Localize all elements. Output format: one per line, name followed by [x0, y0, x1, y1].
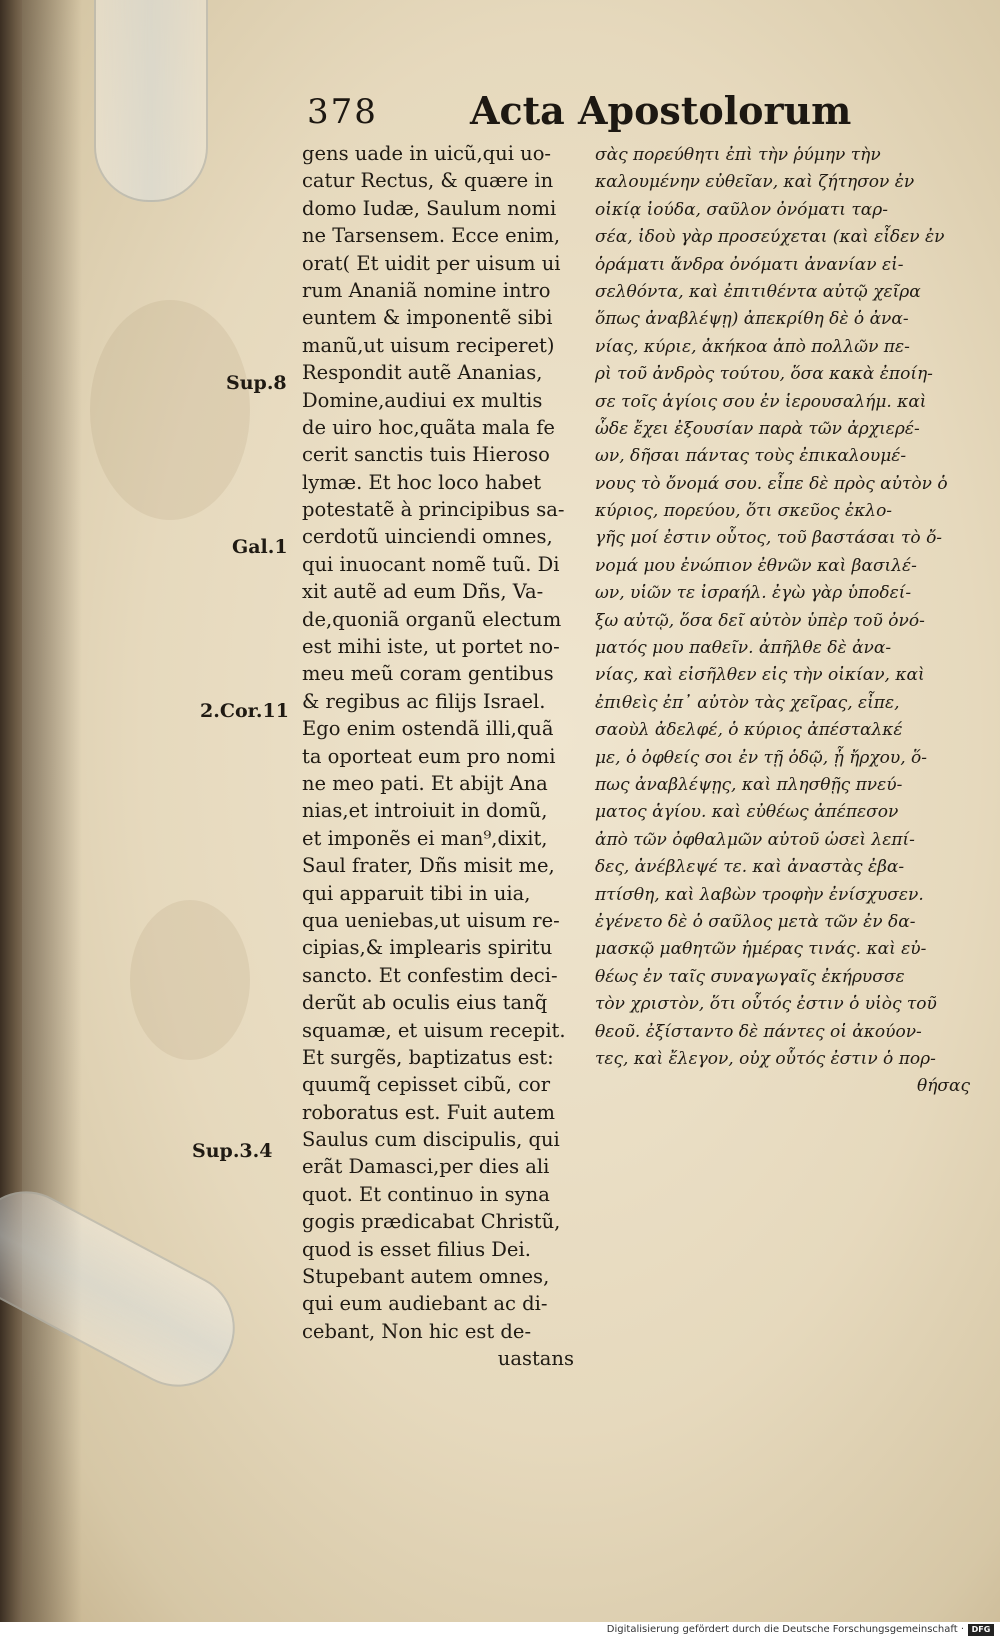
text-line: erãt Damasci,per dies ali	[302, 1155, 550, 1179]
text-line: catur Rectus, & quære in	[302, 169, 554, 193]
text-line: qui apparuit tibi in uia,	[302, 881, 531, 905]
text-line: θέως ἐν ταῖς συναγωγαῖς ἐκήρυσσε	[595, 966, 905, 987]
text-line: cerdotũ uinciendi omnes,	[302, 525, 553, 549]
text-line: ματος ἁγίου. καὶ εὐθέως ἀπέπεσον	[595, 802, 899, 823]
text-line: ne Tarsensem. Ecce enim,	[302, 224, 561, 248]
text-line: ων, υἱῶν τε ἰσραήλ. ἐγὼ γὰρ ὑποδεί-	[595, 583, 912, 604]
text-line: νους τὸ ὄνομά σου. εἶπε δὲ πρὸς αὐτὸν ὁ	[595, 473, 948, 494]
text-line: cipias,& implearis spiritu	[302, 936, 553, 960]
footer-credit: Digitalisierung gefördert durch die Deutsche Forschungsgemeinschaft ·	[606, 1624, 964, 1635]
text-line: de,quoniã organũ electum	[302, 607, 562, 631]
text-line: σαοὺλ ἀδελφέ, ὁ κύριος ἀπέσταλκέ	[595, 720, 903, 741]
text-line: & regibus ac filijs Israel.	[302, 689, 546, 713]
text-line: οἰκίᾳ ἰούδα, σαῦλον ὀνόματι ταρ-	[595, 199, 888, 220]
text-line: ne meo pati. Et abijt Ana	[302, 771, 548, 795]
dfg-logo: DFG	[968, 1624, 994, 1636]
text-line: domo Iudæ, Saulum nomi	[302, 196, 557, 220]
text-line: ων, δῆσαι πάντας τοὺς ἐπικαλουμέ-	[595, 446, 907, 467]
text-line: σὰς πορεύθητι ἐπὶ τὴν ῥύμην τὴν	[595, 145, 881, 165]
text-line: Respondit autẽ Ananias,	[302, 361, 543, 385]
text-line: τὸν χριστὸν, ὅτι οὗτός ἐστιν ὁ υἱὸς τοῦ	[595, 994, 937, 1015]
text-line: gens uade in uicũ,qui uo-	[302, 142, 552, 165]
paper-stain	[90, 300, 250, 520]
page-clip-top	[94, 0, 208, 202]
text-line: νίας, καὶ εἰσῆλθεν εἰς τὴν οἰκίαν, καὶ	[595, 665, 925, 686]
text-line: quot. Et continuo in syna	[302, 1182, 550, 1206]
text-line: ματός μου παθεῖν. ἀπῆλθε δὲ ἀνα-	[595, 638, 892, 659]
text-line: qui inuocant nomẽ tuũ. Di	[302, 552, 560, 576]
text-line: νίας, κύριε, ἀκήκοα ἀπὸ πολλῶν πε-	[595, 336, 910, 357]
running-head: Acta Apostolorum	[470, 88, 852, 133]
text-line: manũ,ut uisum reciperet)	[302, 333, 555, 357]
latin-text-column	[302, 140, 574, 1373]
text-line: σελθόντα, καὶ ἐπιτιθέντα αὐτῷ χεῖρα	[595, 281, 921, 302]
text-line: cebant, Non hic est de-	[302, 1319, 532, 1343]
text-line: με, ὁ ὀφθείς σοι ἐν τῇ ὁδῷ, ᾗ ἤρχου, ὅ-	[595, 747, 928, 768]
text-line: ἐγένετο δὲ ὁ σαῦλος μετὰ τῶν ἐν δα-	[595, 911, 916, 932]
text-line: κύριος, πορεύου, ὅτι σκεῦος ἐκλο-	[595, 501, 893, 522]
text-line: quod is esset filius Dei.	[302, 1237, 531, 1261]
text-line: lymæ. Et hoc loco habet	[302, 470, 542, 494]
greek-text-column	[595, 142, 970, 1101]
margin-note: Gal.1	[232, 536, 288, 558]
text-line: πτίσθη, καὶ λαβὼν τροφὴν ἐνίσχυσεν.	[595, 884, 924, 905]
text-line: πως ἀναβλέψῃς, καὶ πλησθῇς πνεύ-	[595, 774, 903, 795]
text-line: xit autẽ ad eum Dñs, Va-	[302, 580, 544, 604]
text-line: squamæ, et uisum recepit.	[302, 1018, 566, 1042]
page-number: 378	[307, 92, 378, 132]
text-line: euntem & imponentẽ sibi	[302, 306, 553, 330]
margin-note: Sup.3.4	[192, 1140, 273, 1162]
text-line: Saul frater, Dñs misit me,	[302, 854, 555, 878]
text-line: γῆς μοί ἐστιν οὗτος, τοῦ βαστάσαι τὸ ὄ-	[595, 528, 943, 549]
text-line: καλουμένην εὐθεῖαν, καὶ ζήτησον ἐν	[595, 172, 915, 193]
text-line: Domine,audiui ex multis	[302, 388, 543, 412]
text-line: ta oporteat eum pro nomi	[302, 744, 556, 768]
text-line: quumq̃ cepisset cibũ, cor	[302, 1073, 551, 1097]
text-line: Stupebant autem omnes,	[302, 1265, 550, 1289]
text-line: ἐπιθεὶς ἐπ᾽ αὐτὸν τὰς χεῖρας, εἶπε,	[595, 692, 900, 713]
text-line: ρὶ τοῦ ἀνδρὸς τούτου, ὅσα κακὰ ἐποίη-	[595, 364, 933, 385]
paper-stain	[130, 900, 250, 1060]
text-line: θήσας	[916, 1076, 970, 1097]
text-line: σε τοῖς ἁγίοις σου ἐν ἱερουσαλήμ. καὶ	[595, 391, 927, 412]
gutter-shadow	[22, 0, 82, 1630]
text-line: Saulus cum discipulis, qui	[302, 1128, 560, 1152]
text-line: Et surgẽs, baptizatus est:	[302, 1045, 554, 1069]
text-line: σέα, ἰδοὺ γὰρ προσεύχεται (καὶ εἶδεν ἐν	[595, 227, 945, 248]
text-line: nias,et introiuit in domũ,	[302, 799, 548, 823]
text-line: qua ueniebas,ut uisum re-	[302, 908, 560, 932]
text-line: Ego enim ostendã illi,quã	[302, 717, 554, 741]
text-line: uastans	[497, 1347, 574, 1371]
text-line: ὅπως ἀναβλέψῃ) ἀπεκρίθη δὲ ὁ ἀνα-	[595, 309, 909, 330]
text-line: est mihi iste, ut portet no-	[302, 635, 560, 659]
text-line: orat( Et uidit per uisum ui	[302, 251, 561, 275]
text-line: νομά μου ἐνώπιον ἐθνῶν καὶ βασιλέ-	[595, 555, 917, 576]
text-line: ὁράματι ἄνδρα ὀνόματι ἀνανίαν εἰ-	[595, 254, 904, 275]
text-line: δες, ἀνέβλεψέ τε. καὶ ἀναστὰς ἐβα-	[595, 857, 905, 878]
margin-note: 2.Cor.11	[200, 700, 289, 722]
text-line: gogis prædicabat Christũ,	[302, 1210, 561, 1234]
text-line: rum Ananiã nomine intro	[302, 278, 551, 302]
margin-note: Sup.8	[226, 372, 287, 394]
text-line: de uiro hoc,quãta mala fe	[302, 415, 555, 439]
text-line: roboratus est. Fuit autem	[302, 1100, 556, 1124]
text-line: ξω αὐτῷ, ὅσα δεῖ αὐτὸν ὑπὲρ τοῦ ὀνό-	[595, 610, 925, 631]
text-line: cerit sanctis tuis Hieroso	[302, 443, 550, 467]
text-line: ἀπὸ τῶν ὀφθαλμῶν αὐτοῦ ὡσεὶ λεπί-	[595, 829, 915, 850]
text-line: derũt ab oculis eius tanq̃	[302, 991, 548, 1015]
text-line: meu meũ coram gentibus	[302, 662, 554, 686]
text-line: θεοῦ. ἐξίσταντο δὲ πάντες οἱ ἀκούον-	[595, 1021, 922, 1042]
text-line: μασκῷ μαθητῶν ἡμέρας τινάς. καὶ εὐ-	[595, 939, 927, 960]
text-line: potestatẽ à principibus sa-	[302, 498, 565, 522]
text-line: ὧδε ἔχει ἐξουσίαν παρὰ τῶν ἀρχιερέ-	[595, 418, 920, 439]
text-line: sancto. Et confestim deci-	[302, 963, 558, 987]
text-line: qui eum audiebant ac di-	[302, 1292, 548, 1316]
text-line: τες, καὶ ἔλεγον, οὐχ οὗτός ἐστιν ὁ πορ-	[595, 1048, 936, 1069]
text-line: et imponẽs ei man⁹,dixit,	[302, 826, 548, 850]
